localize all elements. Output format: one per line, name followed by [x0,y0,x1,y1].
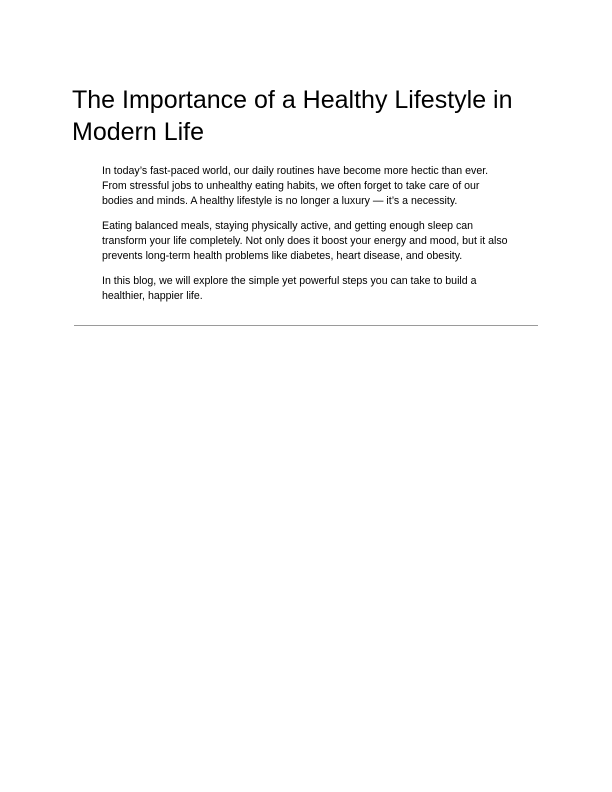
paragraph-benefits: Eating balanced meals, staying physically active, and getting enough sleep can transform your life completely. Not only does it boost your energy and mood, but it also prevents long-term health problems like diabetes, heart disease, and obesity. [102,220,508,262]
paragraph-intro: In today’s fast-paced world, our daily routines have become more hectic than ever. From stressful jobs to unhealthy eating habits, we often forget to take care of our bodies and minds. A healthy lifestyle is no longer a luxury — it’s a necessity. [102,165,489,207]
document-body [102,164,512,314]
horizontal-divider [74,325,538,326]
document-title: The Importance of a Healthy Lifestyle in Modern Life [72,86,513,146]
paragraph-blog-purpose: In this blog, we will explore the simple yet powerful steps you can take to build a healthier, happier life. [102,275,477,302]
